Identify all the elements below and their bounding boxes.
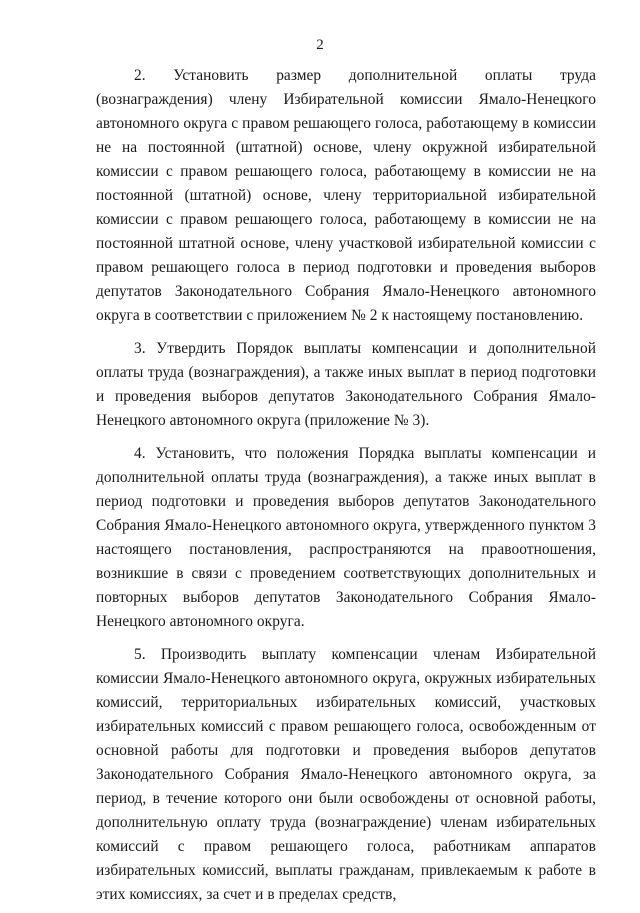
paragraph-2: 2. Установить размер дополнительной оплаты труда (вознаграждения) члену Избирательной комиссии Ямало-Ненецкого автономного округа с правом решающего голоса, работающему в комиссии не на постоянной (штатной) основе, члену окружной избирательной комиссии с правом решающего голоса, работающему в комиссии не на постоянной (штатной) основе, члену территориальной избирательной комиссии с правом решающего голоса, работающему в комиссии не на постоянной штатной основе, члену участковой избирательной комиссии с правом решающего голоса в период подготовки и проведения выборов депутатов Законодательного Собрания Ямало-Ненецкого автономного округа в соответствии с приложением № 2 к настоящему постановлению.	[96, 67, 596, 324]
paragraph-3: 3. Утвердить Порядок выплаты компенсации и дополнительной оплаты труда (вознаграждения), а также иных выплат в период подготовки и проведения выборов депутатов Законодательного Собрания Ямало-Ненецкого автономного округа (приложение № 3).	[96, 340, 596, 429]
paragraph-4: 4. Установить, что положения Порядка выплаты компенсации и дополнительной оплаты труда (вознаграждения), а также иных выплат в период подготовки и проведения выборов депутатов Законодательного Собрания Ямало-Ненецкого автономного округа, утвержденного пунктом 3 настоящего постановления, распространяются на правоотношения, возникшие в связи с проведением соответствующих дополнительных и повторных выборов депутатов Законодательного Собрания Ямало-Ненецкого автономного округа.	[96, 445, 596, 630]
document-body	[96, 64, 596, 913]
paragraph-5: 5. Производить выплату компенсации членам Избирательной комиссии Ямало-Ненецкого автономного округа, окружных избирательных комиссий, территориальных избирательных комиссий, участковых избирательных комиссий с правом решающего голоса, освобожденным от основной работы для подготовки и проведения выборов депутатов Законодательного Собрания Ямало-Ненецкого автономного округа, за период, в течение которого они были освобождены от основной работы, дополнительную оплату труда (вознаграждение) членам избирательных комиссий с правом решающего голоса, работникам аппаратов избирательных комиссий, выплаты гражданам, привлекаемым к работе в этих комиссиях, за счет и в пределах средств,	[96, 646, 596, 903]
page-number: 2	[316, 37, 324, 53]
